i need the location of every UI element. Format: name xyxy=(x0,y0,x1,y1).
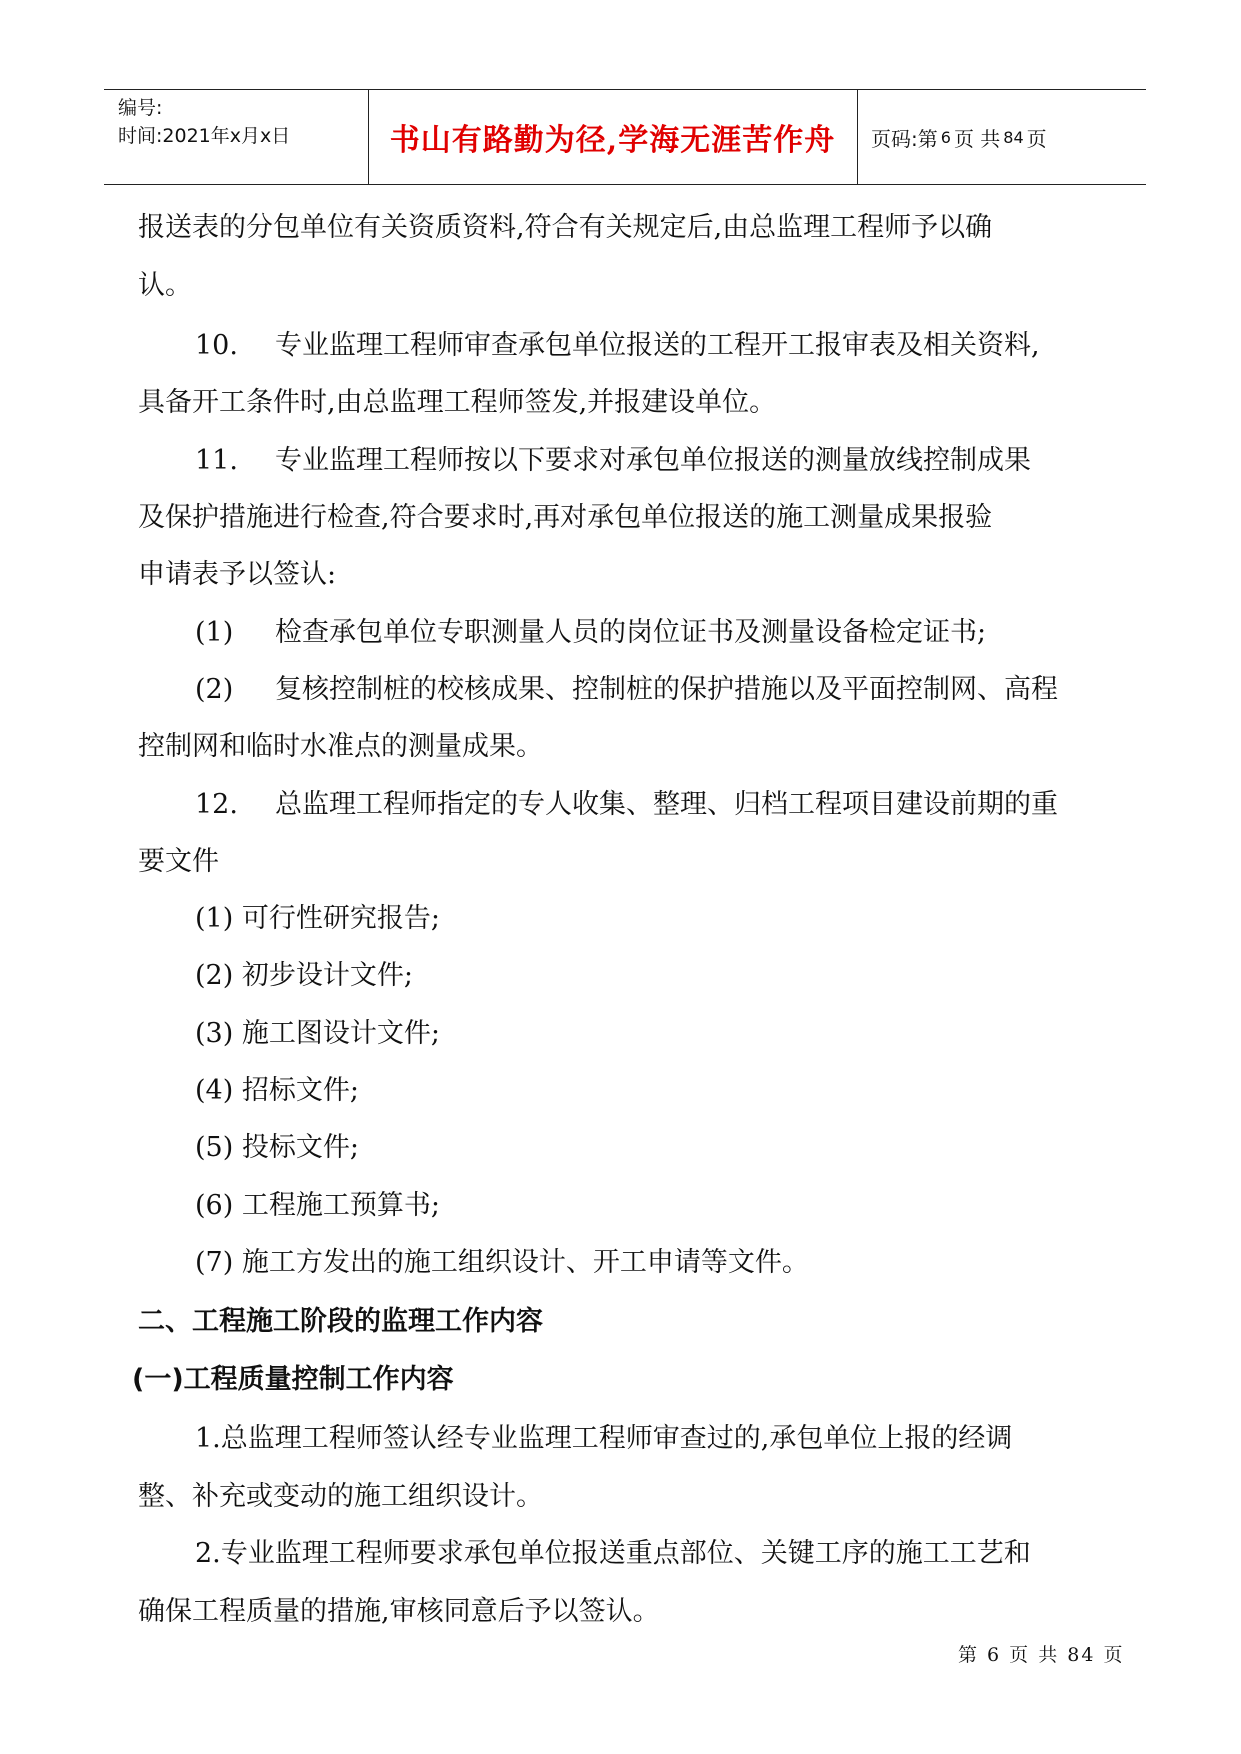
doc-list-item: (3) 施工图设计文件; xyxy=(195,1018,440,1049)
list-item xyxy=(195,672,1058,708)
list-item xyxy=(195,328,1040,364)
body-line: 1.总监理工程师签认经专业监理工程师审查过的,承包单位上报的经调 xyxy=(195,1423,1013,1454)
body-line: 报送表的分包单位有关资质资料,符合有关规定后,由总监理工程师予以确 xyxy=(138,212,993,243)
body-line: 整、补充或变动的施工组织设计。 xyxy=(138,1481,543,1512)
item-text: 复核控制桩的校核成果、控制桩的保护措施以及平面控制网、高程 xyxy=(275,674,1058,705)
header-divider xyxy=(857,90,858,184)
list-item xyxy=(195,443,1031,479)
page-header xyxy=(104,89,1146,185)
item-text: 检查承包单位专职测量人员的岗位证书及测量设备检定证书; xyxy=(275,617,987,648)
doc-list-item: (6) 工程施工预算书; xyxy=(195,1190,440,1221)
code-label: 编号: xyxy=(118,97,163,119)
time-label: 时间:2021年x月x日 xyxy=(118,125,291,147)
body-line: 确保工程质量的措施,审核同意后予以签认。 xyxy=(138,1596,660,1627)
item-number: (1) xyxy=(195,617,234,648)
doc-list-item: (2) 初步设计文件; xyxy=(195,960,413,991)
body-line: 具备开工条件时,由总监理工程师签发,并报建设单位。 xyxy=(138,387,777,418)
item-number: 10. xyxy=(195,330,238,361)
item-text: 专业监理工程师审查承包单位报送的工程开工报审表及相关资料, xyxy=(275,330,1040,361)
page-prefix: 页码:第 xyxy=(871,126,938,151)
page-suffix: 页 xyxy=(1026,126,1047,151)
body-line: 控制网和临时水准点的测量成果。 xyxy=(138,731,543,762)
page-total: 84 xyxy=(1003,127,1024,147)
page-footer: 第 6 页 共 84 页 xyxy=(958,1644,1125,1666)
body-line: 认。 xyxy=(138,270,192,301)
doc-list-item: (7) 施工方发出的施工组织设计、开工申请等文件。 xyxy=(195,1247,809,1278)
body-line: 申请表予以签认: xyxy=(138,559,337,590)
item-number: 12. xyxy=(195,789,238,820)
subsection-heading: (一)工程质量控制工作内容 xyxy=(132,1364,454,1395)
page-mid: 页 共 xyxy=(953,126,1001,151)
list-item xyxy=(195,787,1058,823)
doc-list-item: (4) 招标文件; xyxy=(195,1075,359,1106)
section-heading: 二、工程施工阶段的监理工作内容 xyxy=(138,1306,543,1337)
item-number: (2) xyxy=(195,674,234,705)
item-number: 11. xyxy=(195,445,238,476)
doc-list-item: (5) 投标文件; xyxy=(195,1132,359,1163)
body-line: 2.专业监理工程师要求承包单位报送重点部位、关键工序的施工工艺和 xyxy=(195,1538,1031,1569)
header-page-info xyxy=(871,90,1047,184)
doc-list-item: (1) 可行性研究报告; xyxy=(195,903,440,934)
body-line: 及保护措施进行检查,符合要求时,再对承包单位报送的施工测量成果报验 xyxy=(138,502,993,533)
list-item xyxy=(195,615,986,651)
body-line: 要文件 xyxy=(138,846,219,877)
page-current: 6 xyxy=(940,127,951,147)
header-motto: 书山有路勤为径,学海无涯苦作舟 xyxy=(389,123,836,158)
item-text: 专业监理工程师按以下要求对承包单位报送的测量放线控制成果 xyxy=(275,445,1031,476)
header-meta xyxy=(118,94,290,150)
item-text: 总监理工程师指定的专人收集、整理、归档工程项目建设前期的重 xyxy=(275,789,1058,820)
